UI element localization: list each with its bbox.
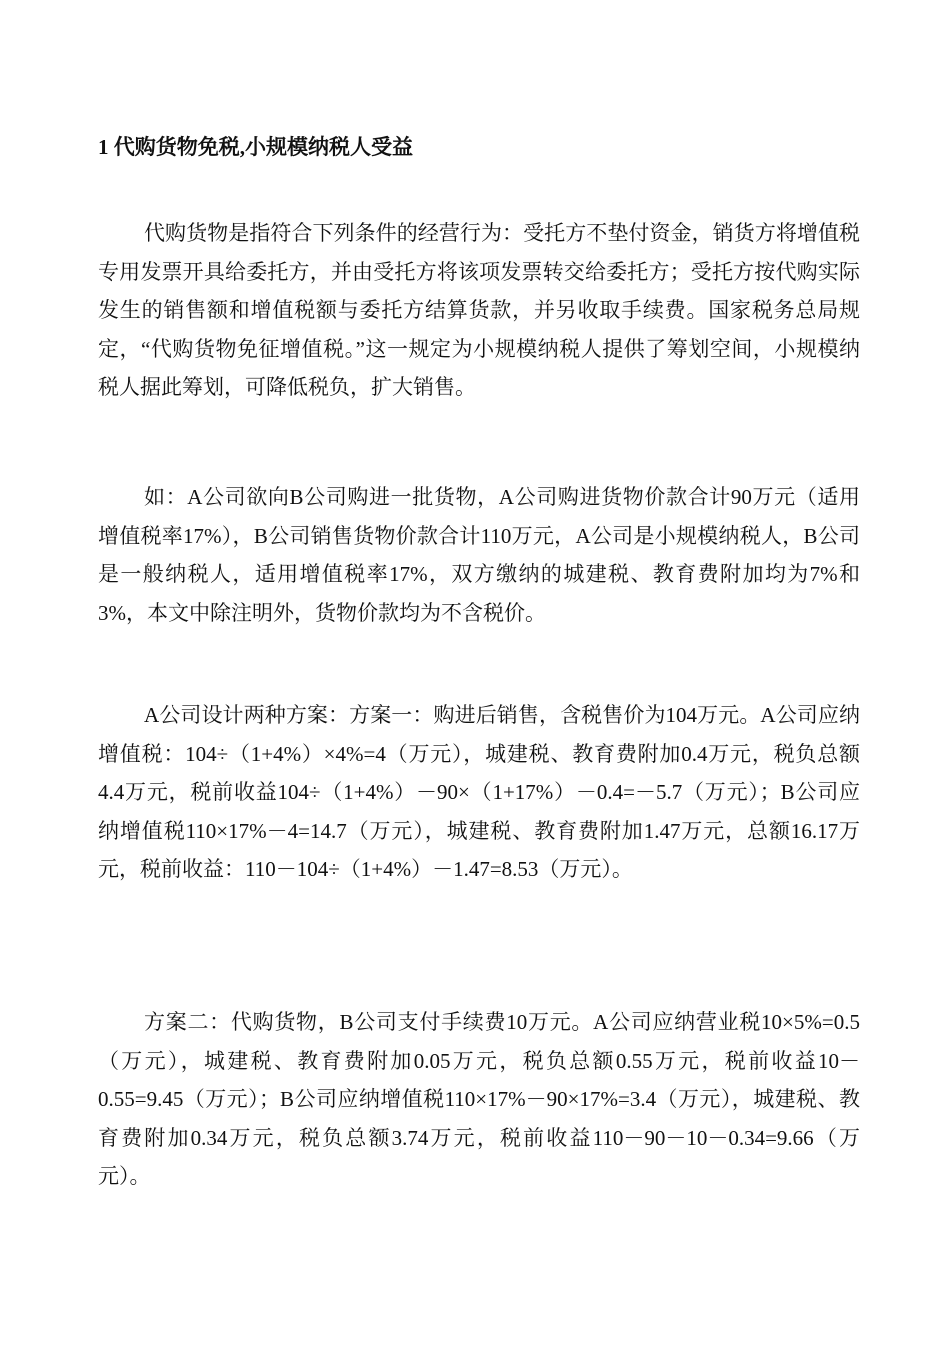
paragraph-definition: 代购货物是指符合下列条件的经营行为：受托方不垫付资金，销货方将增值税专用发票开具给委托方，并由受托方将该项发票转交给委托方；受托方按代购实际发生的销售额和增值税额与委托方结算货款，并另收取手续费。国家税务总局规定，“代购货物免征增值税。”这一规定为小规模纳税人提供了筹划空间，小规模纳税人据此筹划，可降低税负，扩大销售。 [98,221,860,399]
paragraph-plan-one: A公司设计两种方案：方案一：购进后销售，含税售价为104万元。A公司应纳增值税：104÷（1+4%）×4%=4（万元），城建税、教育费附加0.4万元，税负总额4.4万元，税前收益104÷（1+4%）－90×（1+17%）－0.4=－5.7（万元）；B公司应纳增值税110×17%－4=14.7（万元），城建税、教育费附加1.47万元，总额16.17万元，税前收益：110－104÷（1+4%）－1.47=8.53（万元）。 [98,703,860,881]
paragraph-plan-two: 方案二：代购货物，B公司支付手续费10万元。A公司应纳营业税10×5%=0.5（万元），城建税、教育费附加0.05万元，税负总额0.55万元，税前收益10－0.55=9.45（万元）；B公司应纳增值税110×17%－90×17%=3.4（万元），城建税、教育费附加0.34万元，税负总额3.74万元，税前收益110－90－10－0.34=9.66（万元）。 [98,1010,860,1188]
paragraph-example: 如：A公司欲向B公司购进一批货物，A公司购进货物价款合计90万元（适用增值税率17%），B公司销售货物价款合计110万元，A公司是小规模纳税人，B公司是一般纳税人，适用增值税率17%，双方缴纳的城建税、教育费附加均为7%和3%，本文中除注明外，货物价款均为不含税价。 [98,485,860,625]
section-heading: 1 代购货物免税,小规模纳税人受益 [98,135,413,159]
